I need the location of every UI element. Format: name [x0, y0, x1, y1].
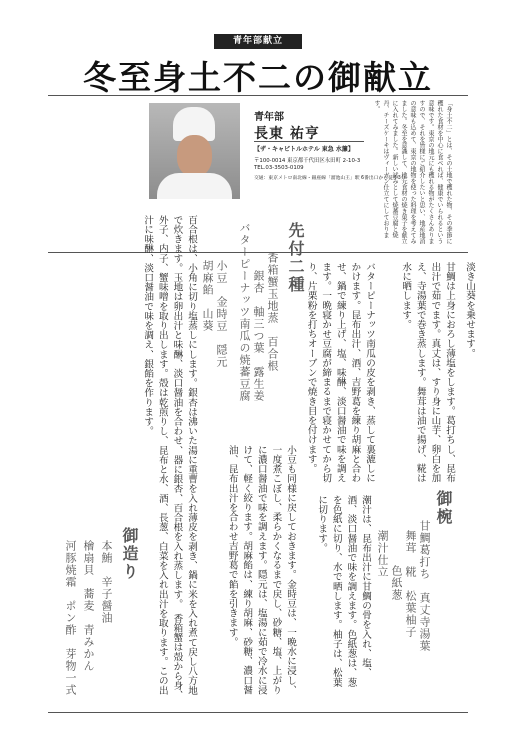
owan-text-upper: 甘鯛は上身におろし薄塩をします。葛打ちし、昆布出汁で茹でます。真丈は、すり身に山芋、卵白を加え、寺湯葉で巻き蒸します。舞茸は油で揚げ、糀は水に晒します。 [400, 262, 455, 483]
chef-name: 長東 祐亨 [254, 126, 320, 142]
owan-dish-2: 舞茸 糀 松葉柚子 [404, 530, 417, 638]
hotel-address: 〒100-0014 東京都千代田区永田町 2-10-3 [254, 158, 361, 164]
hotel-tel: TEL.03-3503-0109 [254, 165, 304, 171]
page-title: 冬至身土不二の御献立 [83, 58, 433, 97]
otsukuri-dish-2: 檜扇貝 蕎麦 青みかん [82, 540, 95, 672]
owan-dish-1: 甘鯛葛打ち 真丈寺湯葉 [418, 520, 431, 652]
chef-department: 青年部 [254, 112, 284, 123]
bottom-rule [48, 712, 468, 713]
owan-dish-3: 色紙葱 [390, 565, 403, 601]
sakizuke-dish-1: 香箱蟹玉地蒸 百合根 [266, 252, 279, 372]
otsukuri-dish-3: 河豚焼霜 ポン酢 芽物一式 [64, 540, 77, 696]
hotel-access: 交通：東京メトロ南北線・銀座線「溜池山王」駅 6番出口から徒歩3分 [254, 176, 406, 181]
chef-rule [254, 141, 364, 142]
owan-text-lower: 潮汁は、昆布出汁に甘鯛の骨を入れ、塩、酒、淡口醤油で味を調えます。色紙葱は、葱を色紙に切り、水で晒します。柚子は、松葉に切ります。 [316, 495, 371, 687]
sakizuke-heading: 先付二種 [286, 222, 305, 294]
sakizuke-dish-3: バターピーナッツ南瓜の焼蕃豆腐 [238, 222, 251, 402]
owan-heading: 御椀 [434, 490, 453, 526]
beans-text: 小豆も同様に戻しておきます。金時豆は、一晩水に浸し、一度煮こぼし、柔らかくなるまで戻し、砂糖、塩、上がりに濃口醤油で味を調えます。隠元は、塩湯に茹で冷水に浸けて、軽く絞ります。胡麻餡は、練り胡麻、砂糖、濃口醤油、昆布出汁を合わせ吉野葛で餡を引きます。 [226, 445, 296, 695]
sakizuke-text: 百合根は、小角に切り塩蒸しにします。銀杏は沸いた湯に重曹を入れ薄皮を剥き、鍋に米を入れ煮て戻し八方地で炊きます。玉地は卵出汁と味醂、淡口醤油を合わせ、器に銀杏、百合根を入れ蒸します。 香箱蟹は殻から身、外子、内子、蟹味噌を取り出します。殻は乾煎りし、昆布と水、酒、長葱、白菜を入れ出汁を取ります。この出汁に味醂、淡口醤油で味を調え、銀餡を作ります。 [142, 215, 197, 700]
section-tag: 青年部献立 [214, 34, 302, 49]
otsukuri-dish-1: 本鮪 辛子醤油 [100, 540, 113, 624]
intro-text: 「身土不二」とは、その土地で穫れた物、その季節に穫れた食材を中心に食べれば、健康でいられるという意味です。東京の地元にも穫れる物がたくさんありますので、それを皆様にご紹介したいと思い、地産地消の意味も込めて、東京の地物を使った料理を考えてみました。冬至を意識して、地元食材の焼き菓子を献立に入れてみました。新しい試みとして焼蕃豆腐と焼丹、チーズケーキはヴィーガン仕立てにしております。 [373, 100, 452, 244]
title-rule [48, 95, 468, 96]
chef-photo [149, 103, 240, 199]
yuzu-text: 淡き山葵を乗せます。 [464, 262, 475, 358]
otsukuri-heading: 御造り [120, 527, 139, 581]
sakizuke-dish-4: 小豆 金時豆 隠元 [215, 260, 228, 368]
pumpkin-text: バターピーナッツ南瓜の皮を剥き、蒸して裏漉しにかけます。昆布出汁、酒、吉野葛を練り胡麻と合わせ、鍋で練り上げ、塩、味醂、淡口醤油で味を調えます。一晩寝かせ豆腐が締まるまで寝かせてから切り、片栗粉を打ちオーブンで焼き目を付けます。 [305, 262, 375, 483]
sakizuke-dish-5: 胡麻餡 山葵 [201, 260, 214, 332]
hotel-name: 【ザ・キャピトルホテル 東急 水簾】 [254, 146, 354, 153]
sakizuke-dish-2: 銀杏 軸三つ葉 露生姜 [252, 270, 265, 402]
owan-dish-4: 潮汁仕立 [376, 530, 389, 578]
